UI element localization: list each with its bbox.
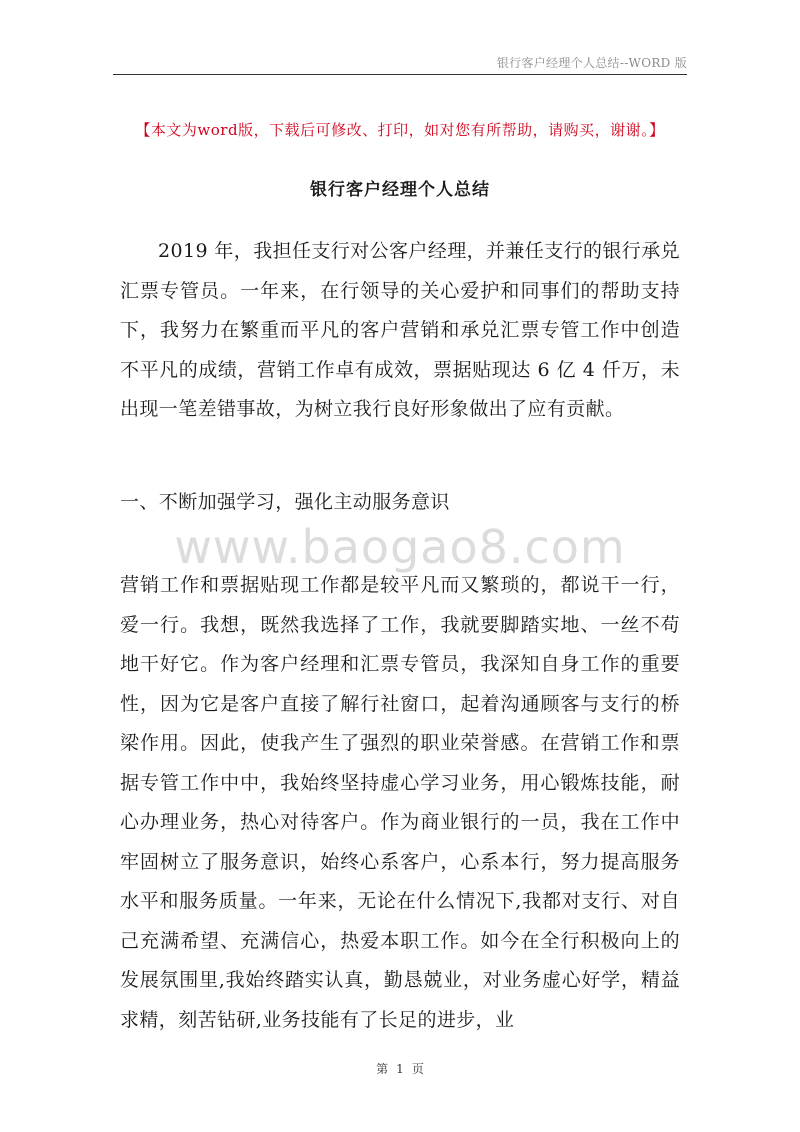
- page-number: 1: [396, 1062, 404, 1076]
- intro-paragraph: 2019 年，我担任支行对公客户经理，并兼任支行的银行承兑汇票专管员。一年来，在行领导的关心爱护和同事们的帮助支持下，我努力在繁重而平凡的客户营销和承兑汇票专管工作中创造不平凡的成绩，营销工作卓有成效，票据贴现达 6 亿 4 仟万，未出现一笔差错事故，为树立我行良好形象做出了应有贡献。: [120, 240, 680, 420]
- footer-prefix: 第: [376, 1062, 389, 1076]
- running-header: 银行客户经理个人总结--WORD 版: [496, 56, 687, 70]
- download-notice: 【本文为word版，下载后可修改、打印，如对您有所帮助，请购买，谢谢。】: [135, 121, 665, 139]
- watermark: www.baogao8.com: [174, 520, 626, 574]
- page-footer: [0, 1060, 800, 1077]
- section-heading: 一、不断加强学习，强化主动服务意识: [120, 491, 450, 513]
- body-paragraph: 营销工作和票据贴现工作都是较平凡而又繁琐的，都说干一行，爱一行。我想，既然我选择了工作，我就要脚踏实地、一丝不苟地干好它。作为客户经理和汇票专管员，我深知自身工作的重要性，因为它是客户直接了解行社窗口，起着沟通顾客与支行的桥梁作用。因此，使我产生了强烈的职业荣誉感。在营销工作和票据专管工作中中，我始终坚持虚心学习业务，用心锻炼技能，耐心办理业务，热心对待客户。作为商业银行的一员，我在工作中牢固树立了服务意识，始终心系客户，心系本行，努力提高服务水平和服务质量。一年来，无论在什么情况下,我都对支行、对自己充满希望、充满信心，热爱本职工作。如今在全行积极向上的发展氛围里,我始终踏实认真，勤恳兢业，对业务虚心好学，精益求精，刻苦钻研,业务技能有了长足的进步，业: [120, 574, 680, 1031]
- header-divider: [113, 74, 687, 75]
- document-title: 银行客户经理个人总结: [310, 180, 490, 200]
- footer-suffix: 页: [411, 1062, 424, 1076]
